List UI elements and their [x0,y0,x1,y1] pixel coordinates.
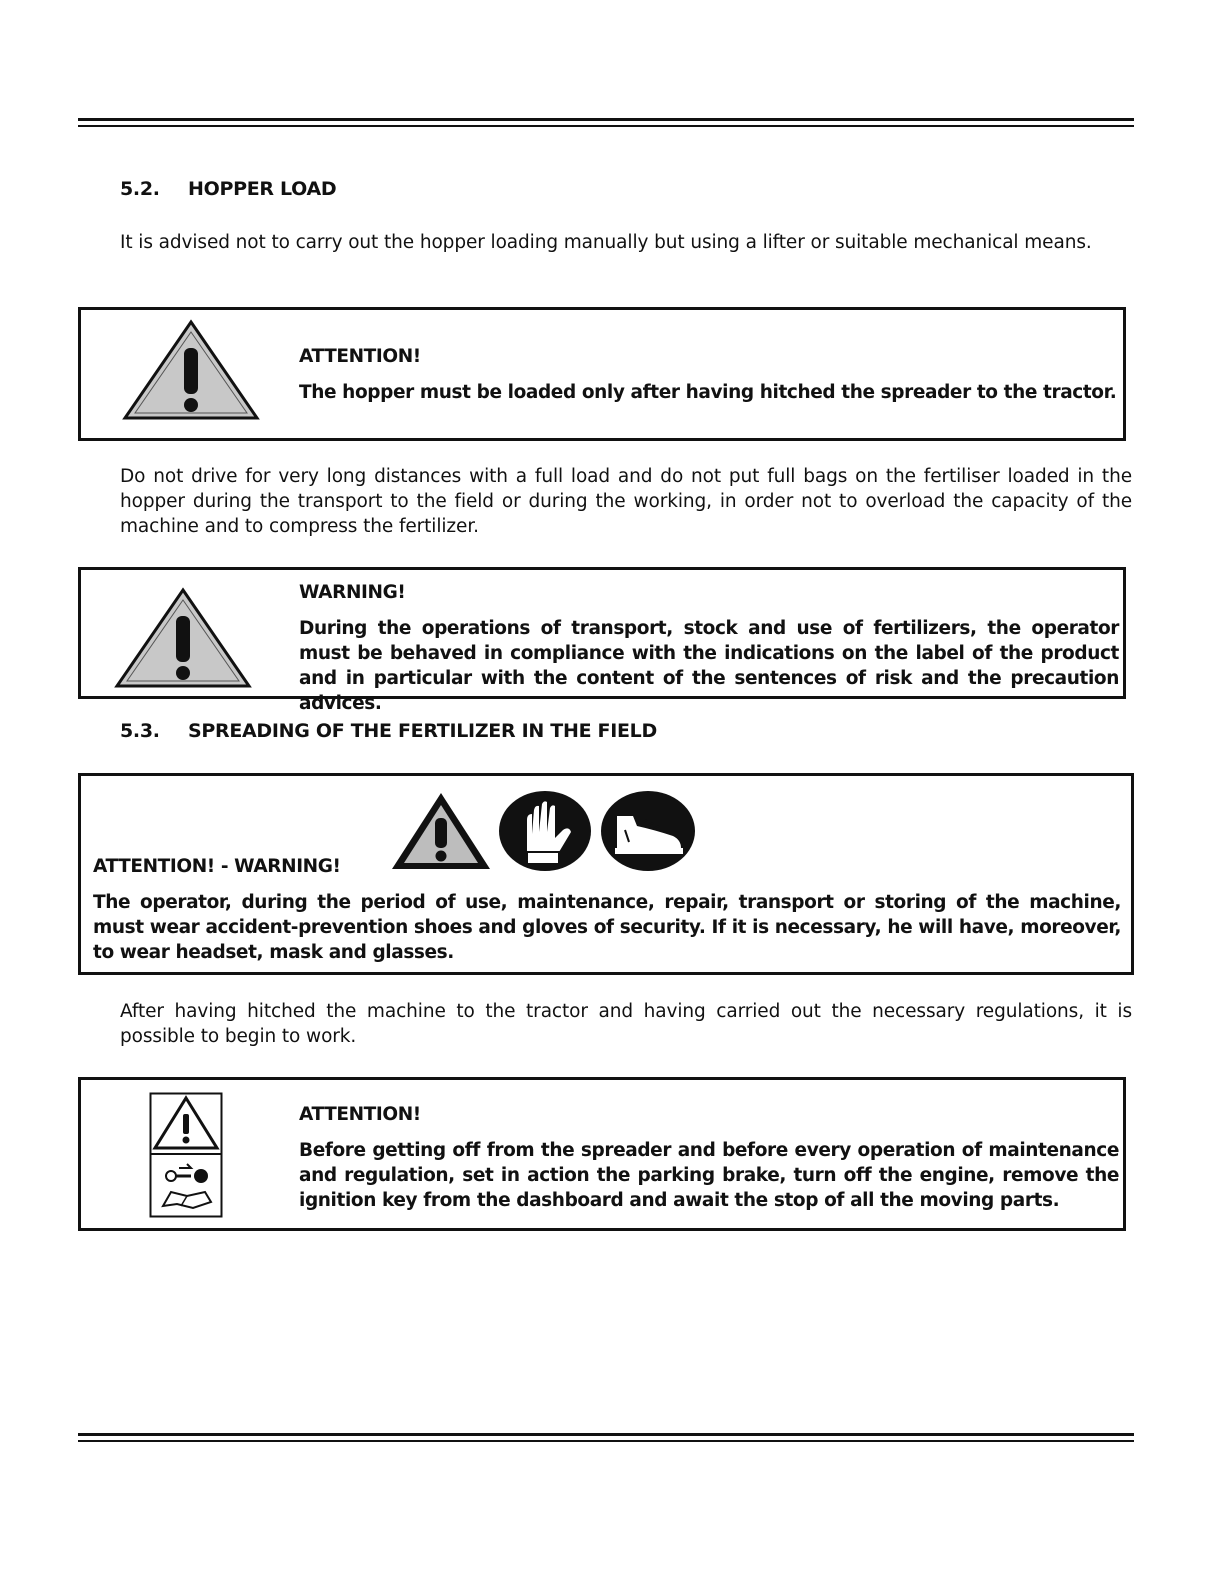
footer-rule [78,1433,1134,1442]
notice-title: ATTENTION! [299,1104,421,1125]
safety-shoes-icon [599,790,697,872]
notice-title: WARNING! [299,582,406,603]
section-number: 5.2. [120,178,160,200]
section-number: 5.3. [120,720,160,742]
attention-warning-notice-ppe [78,773,1134,975]
section-heading-5-2 [120,178,336,200]
attention-notice-parking-brake [78,1077,1126,1231]
notice-text: During the operations of transport, stock and use of fertilizers, the operator must be behaved in compliance with the indications on the label of the product and in particular with the content of the sentences of risk and the precaution advices. [299,618,1119,714]
notice-title: ATTENTION! [299,346,421,367]
section-title: SPREADING OF THE FERTILIZER IN THE FIELD [188,720,657,742]
warning-notice-fertilizer [78,567,1126,714]
paragraph-full-load: Do not drive for very long distances with a full load and do not put full bags on the fertiliser loaded in the hopper during the transport to the field or during the working, in order not to overload the capacity of the machine and to compress the fertilizer. [120,466,1132,537]
section-title: HOPPER LOAD [188,178,337,200]
paragraph-begin-work: After having hitched the machine to the tractor and having carried out the necessary regulations, it is possible to begin to work. [120,1001,1132,1047]
notice-text: Before getting off from the spreader and before every operation of maintenance and regulation, set in action the parking brake, turn off the engine, remove the ignition key from the dashboard and await the stop of all the moving parts. [299,1140,1119,1211]
notice-text: The hopper must be loaded only after having hitched the spreader to the tractor. [299,382,1117,403]
attention-notice-hitch [78,307,1126,441]
paragraph-hopper-loading: It is advised not to carry out the hopper loading manually but using a lifter or suitable mechanical means. [120,232,1092,253]
warning-triangle-icon [121,318,261,424]
section-heading-5-3 [120,720,657,742]
notice-title: ATTENTION! - WARNING! [93,856,341,877]
notice-text: The operator, during the period of use, maintenance, repair, transport or storing of the machine, must wear accident-prevention shoes and gloves of security. If it is necessary, he will have, moreover, to wear headset, mask and glasses. [93,892,1121,963]
warning-triangle-icon [113,586,253,690]
safety-pictogram-panel [149,1092,223,1218]
header-rule [78,118,1134,127]
safety-gloves-icon [497,790,593,872]
warning-triangle-icon [389,790,493,872]
